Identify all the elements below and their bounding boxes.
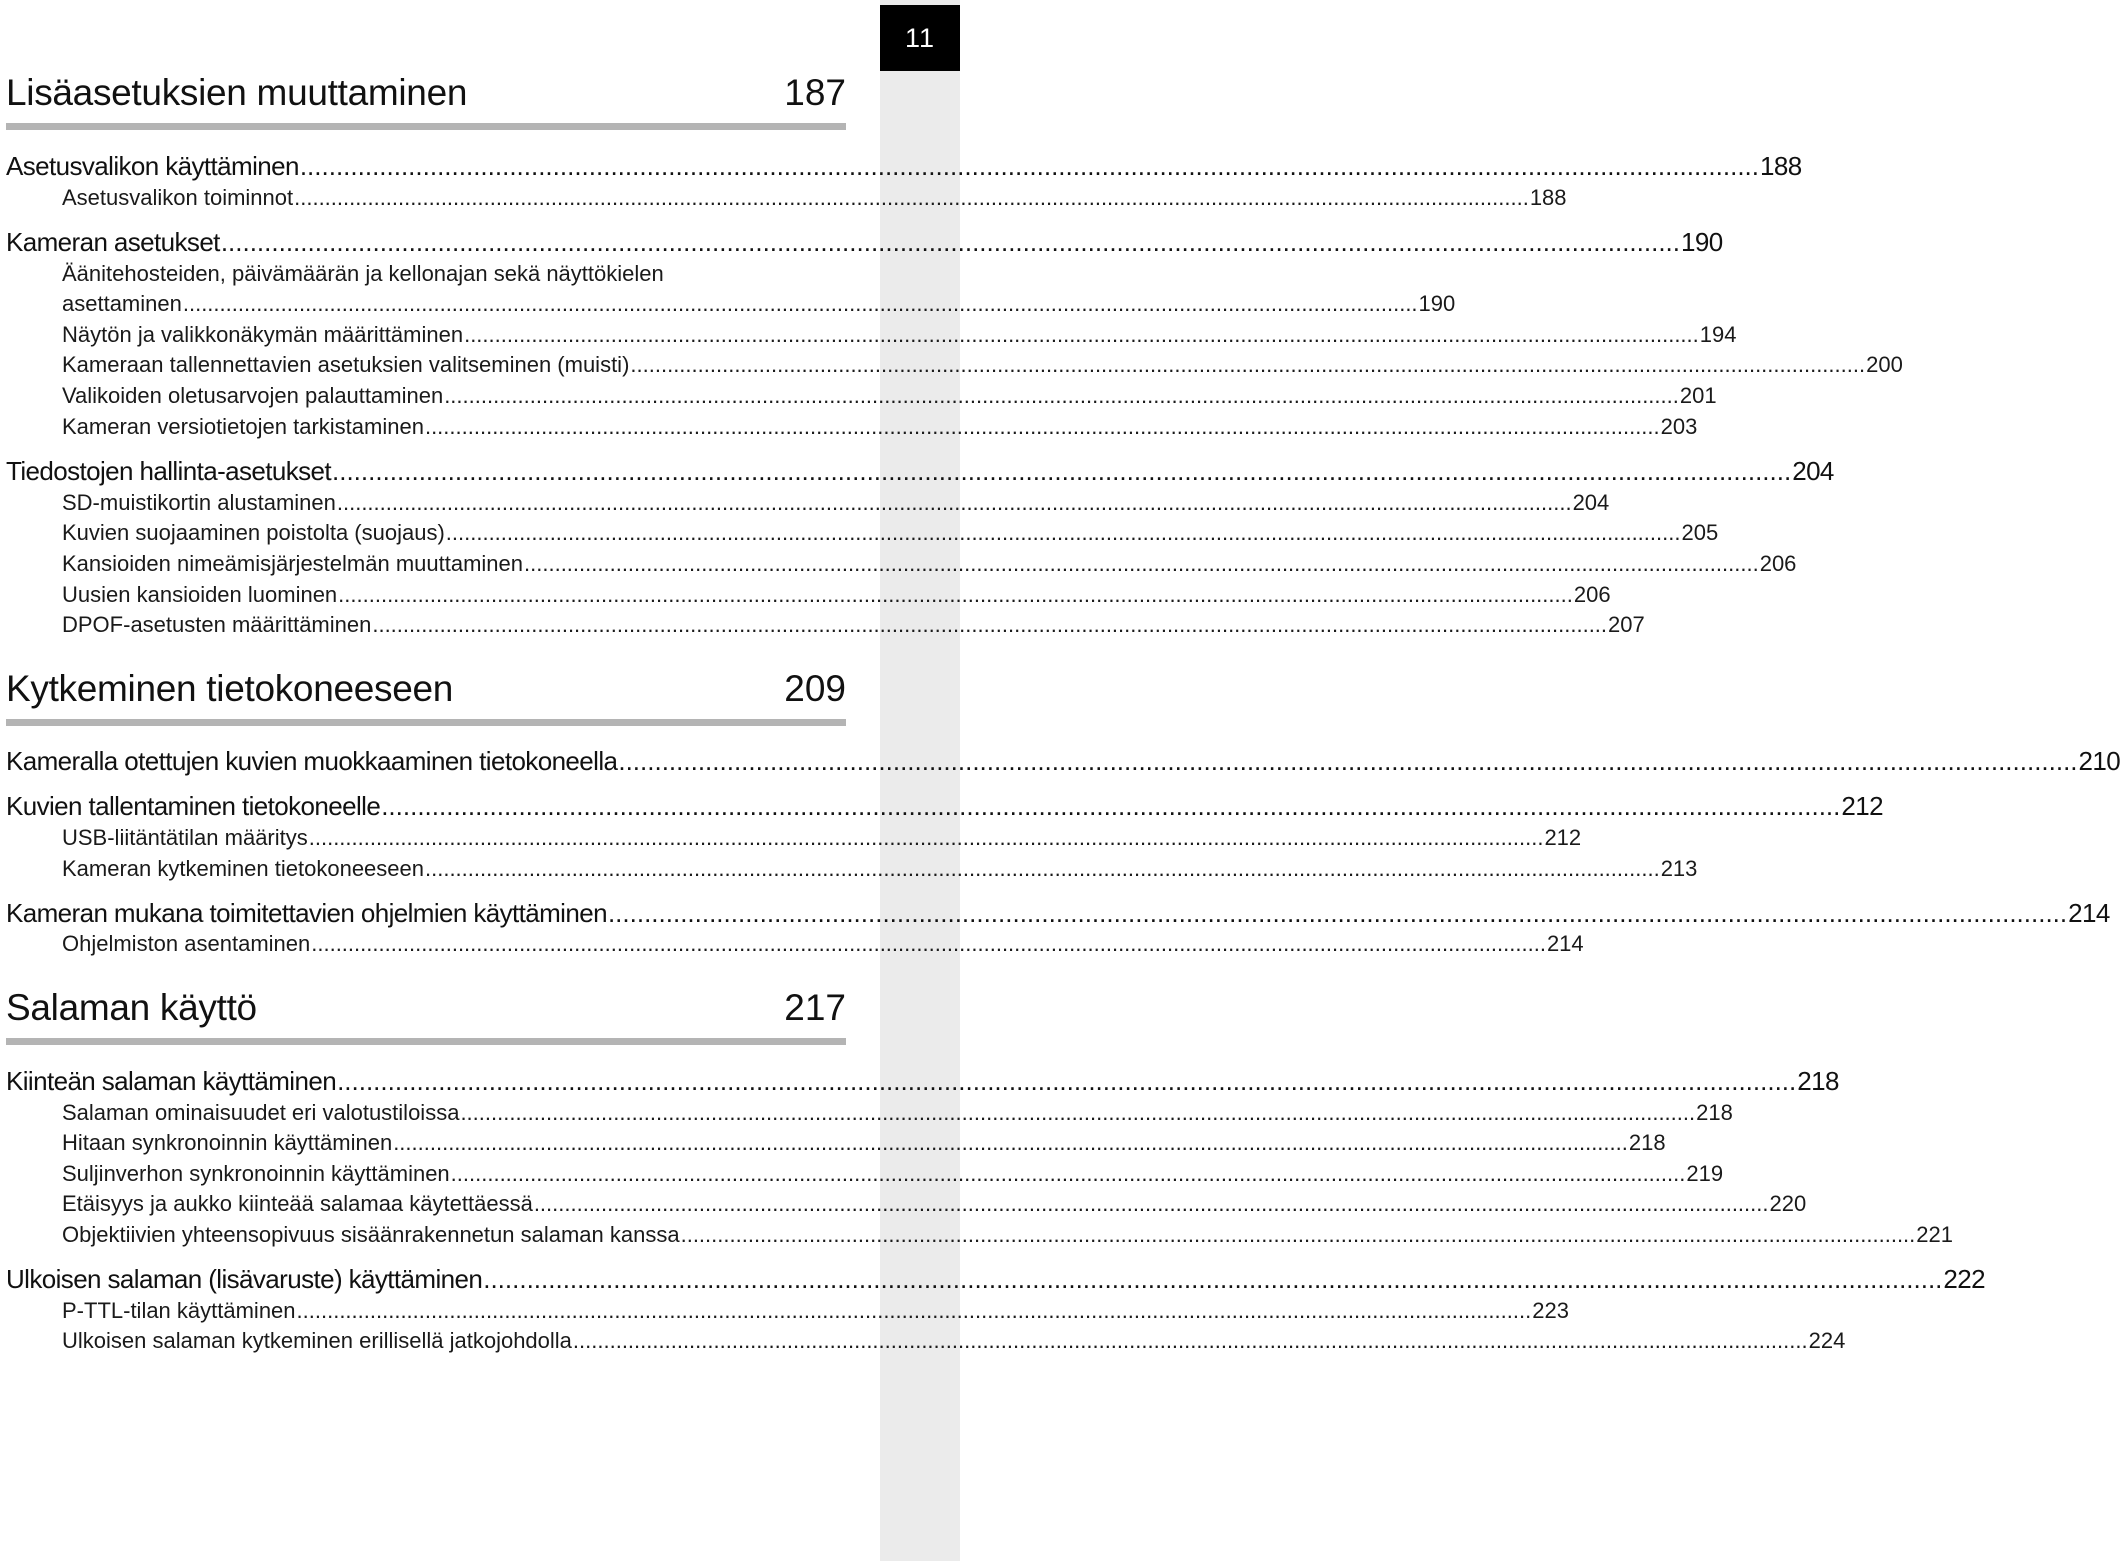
dot-leader: [618, 746, 2077, 777]
subsection-title-first-line[interactable]: Äänitehosteiden, päivämäärän ja kellonajan sekä näyttökielen: [62, 261, 664, 286]
dot-leader: [464, 322, 1699, 348]
subsection-page-number: 194: [1699, 322, 1737, 347]
dot-leader: [294, 185, 1529, 211]
subsection-page-number: 206: [1573, 582, 1611, 607]
subsection-page-number: 190: [1418, 291, 1456, 316]
toc-subsection-entry[interactable]: [62, 1298, 1569, 1324]
subsection-title: Objektiivien yhteensopivuus sisäänrakennetun salaman kanssa: [62, 1222, 680, 1247]
section-page-number: 212: [1841, 791, 1883, 821]
toc-subsection-entry[interactable]: [62, 1222, 1953, 1248]
subsection-title: SD-muistikortin alustaminen: [62, 490, 336, 515]
toc-subsection-entry[interactable]: [62, 322, 1737, 348]
toc-subsection-entry[interactable]: [62, 582, 1611, 608]
chapter-heading[interactable]: [6, 68, 846, 130]
toc-section-entry[interactable]: [6, 791, 1883, 822]
subsection-page-number: 223: [1532, 1298, 1569, 1323]
toc-subsection-entry[interactable]: [62, 291, 1456, 317]
subsection-title: USB-liitäntätilan määritys: [62, 825, 308, 850]
toc-section-entry[interactable]: [6, 227, 1723, 258]
subsection-page-number: 221: [1916, 1222, 1953, 1247]
toc-subsection-entry[interactable]: [62, 1100, 1733, 1126]
subsection-page-number: 218: [1628, 1130, 1666, 1155]
subsection-title: Asetusvalikon toiminnot: [62, 185, 294, 210]
dot-leader: [451, 1161, 1686, 1187]
subsection-page-number: 214: [1546, 931, 1584, 956]
chapter-title: Salaman käyttö: [6, 987, 257, 1028]
dot-leader: [425, 414, 1660, 440]
dot-leader: [483, 1264, 1942, 1295]
toc-subsection-entry[interactable]: [62, 551, 1797, 577]
toc-section-entry[interactable]: [6, 456, 1834, 487]
toc-subsection-entry[interactable]: [62, 490, 1610, 516]
section-page-number: 190: [1681, 227, 1723, 257]
subsection-page-number: 188: [1529, 185, 1567, 210]
subsection-title: asettaminen: [62, 291, 182, 316]
subsection-title: Kameraan tallennettavien asetuksien valitseminen (muisti): [62, 352, 630, 377]
subsection-title: Hitaan synkronoinnin käyttäminen: [62, 1130, 393, 1155]
subsection-title: Etäisyys ja aukko kiinteää salamaa käytettäessä: [62, 1191, 533, 1216]
dot-leader: [446, 520, 1681, 546]
dot-leader: [573, 1328, 1808, 1354]
section-title: Kameralla otettujen kuvien muokkaaminen tietokoneella: [6, 746, 618, 776]
subsection-page-number: 213: [1660, 856, 1698, 881]
dot-leader: [337, 490, 1572, 516]
dot-leader: [372, 612, 1607, 638]
subsection-page-number: 205: [1681, 520, 1719, 545]
section-title: Kameran asetukset: [6, 227, 220, 257]
subsection-page-number: 212: [1544, 825, 1582, 850]
subsection-page-number: 224: [1808, 1328, 1846, 1353]
toc-subsection-entry[interactable]: [62, 1328, 1846, 1354]
dot-leader: [300, 151, 1759, 182]
toc-subsection-entry[interactable]: [62, 352, 1903, 378]
subsection-page-number: 204: [1572, 490, 1610, 515]
toc-subsection-entry[interactable]: [62, 612, 1645, 638]
toc-subsection-entry[interactable]: [62, 520, 1719, 546]
toc-section-entry[interactable]: [6, 746, 2120, 777]
toc-section-entry[interactable]: [6, 151, 1802, 182]
section-title: Ulkoisen salaman (lisävaruste) käyttäminen: [6, 1264, 483, 1294]
subsection-page-number: 220: [1769, 1191, 1807, 1216]
toc-subsection-entry[interactable]: [62, 414, 1698, 440]
subsection-title: Valikoiden oletusarvojen palauttaminen: [62, 383, 444, 408]
subsection-title: Ohjelmiston asentaminen: [62, 931, 311, 956]
toc-subsection-entry[interactable]: [62, 383, 1717, 409]
dot-leader: [534, 1191, 1769, 1217]
section-title: Asetusvalikon käyttäminen: [6, 151, 299, 181]
section-title: Kuvien tallentaminen tietokoneelle: [6, 791, 381, 821]
toc-subsection-entry[interactable]: [62, 1161, 1724, 1187]
dot-leader: [681, 1222, 1916, 1248]
toc-subsection-entry[interactable]: [62, 931, 1584, 957]
subsection-page-number: 203: [1660, 414, 1698, 439]
toc-subsection-entry[interactable]: [62, 185, 1567, 211]
subsection-page-number: 200: [1866, 352, 1903, 377]
dot-leader: [630, 352, 1865, 378]
section-title: Kiinteän salaman käyttäminen: [6, 1066, 337, 1096]
dot-leader: [381, 791, 1840, 822]
dot-leader: [425, 856, 1660, 882]
subsection-title: Kameran versiotietojen tarkistaminen: [62, 414, 424, 439]
section-page-number: 214: [2068, 898, 2110, 928]
subsection-title: Kameran kytkeminen tietokoneeseen: [62, 856, 424, 881]
section-title: Kameran mukana toimitettavien ohjelmien käyttäminen: [6, 898, 607, 928]
chapter-heading[interactable]: [6, 664, 846, 726]
section-page-number: 188: [1760, 151, 1802, 181]
subsection-title: Suljinverhon synkronoinnin käyttäminen: [62, 1161, 450, 1186]
subsection-page-number: 207: [1608, 612, 1645, 637]
chapter-title: Lisäasetuksien muuttaminen: [6, 72, 468, 113]
section-page-number: 204: [1792, 456, 1834, 486]
dot-leader: [337, 1066, 1796, 1097]
subsection-page-number: 219: [1686, 1161, 1724, 1186]
chapter-divider: [6, 719, 846, 726]
subsection-title: Uusien kansioiden luominen: [62, 582, 338, 607]
dot-leader: [297, 1298, 1532, 1324]
toc-section-entry[interactable]: [6, 898, 2110, 929]
chapter-heading[interactable]: [6, 983, 846, 1045]
dot-leader: [309, 825, 1544, 851]
subsection-page-number: 206: [1759, 551, 1797, 576]
dot-leader: [524, 551, 1759, 577]
subsection-title: Kuvien suojaaminen poistolta (suojaus): [62, 520, 445, 545]
dot-leader: [338, 582, 1573, 608]
toc-section-entry[interactable]: [6, 1264, 1986, 1295]
dot-leader: [311, 931, 1546, 957]
dot-leader: [393, 1130, 1628, 1156]
chapter-title: Kytkeminen tietokoneeseen: [6, 668, 454, 709]
subsection-page-number: 218: [1696, 1100, 1733, 1125]
dot-leader: [608, 898, 2067, 929]
chapter-page-number: 217: [784, 987, 846, 1028]
section-page-number: 218: [1797, 1066, 1839, 1096]
dot-leader: [183, 291, 1418, 317]
subsection-title: Salaman ominaisuudet eri valotustiloissa: [62, 1100, 460, 1125]
toc-subsection-entry[interactable]: [62, 856, 1698, 882]
chapter-page-number: 209: [784, 668, 846, 709]
dot-leader: [332, 456, 1791, 487]
subsection-title: Kansioiden nimeämisjärjestelmän muuttaminen: [62, 551, 524, 576]
section-page-number: 210: [2078, 746, 2120, 776]
subsection-title: DPOF-asetusten määrittäminen: [62, 612, 372, 637]
chapter-number-tab: 11: [880, 5, 960, 71]
subsection-title: Näytön ja valikkonäkymän määrittäminen: [62, 322, 464, 347]
section-page-number: 222: [1943, 1264, 1986, 1294]
subsection-page-number: 201: [1679, 383, 1717, 408]
chapter-divider: [6, 1038, 846, 1045]
toc-subsection-entry[interactable]: [62, 1191, 1807, 1217]
section-title: Tiedostojen hallinta-asetukset: [6, 456, 332, 486]
toc-section-entry[interactable]: [6, 1066, 1839, 1097]
toc-subsection-entry[interactable]: [62, 1130, 1666, 1156]
chapter-divider: [6, 123, 846, 130]
toc-subsection-entry[interactable]: [62, 825, 1582, 851]
dot-leader: [460, 1100, 1695, 1126]
subsection-title: Ulkoisen salaman kytkeminen erillisellä jatkojohdolla: [62, 1328, 572, 1353]
dot-leader: [444, 383, 1679, 409]
dot-leader: [221, 227, 1680, 258]
subsection-title: P-TTL-tilan käyttäminen: [62, 1298, 296, 1323]
chapter-page-number: 187: [784, 72, 846, 113]
